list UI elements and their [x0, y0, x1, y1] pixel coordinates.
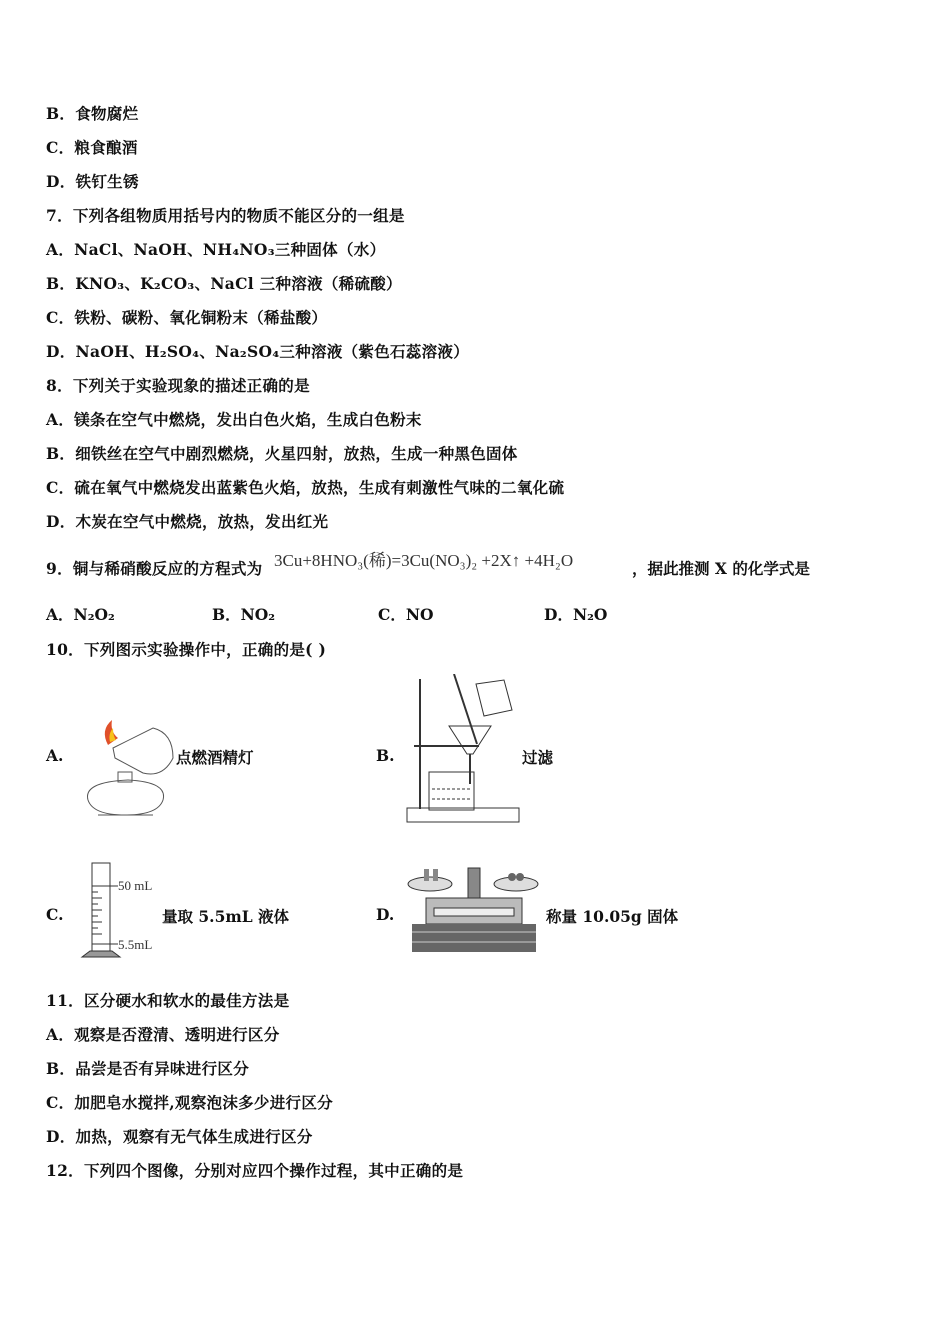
line-6c: C．粮食酿酒: [46, 138, 138, 157]
option-10d-letter: D.: [376, 905, 395, 924]
question-8: 8．下列关于实验现象的描述正确的是: [46, 376, 310, 395]
question-7: 7．下列各组物质用括号内的物质不能区分的一组是: [46, 206, 405, 225]
question-9-suffix: ，据此推测 X 的化学式是: [632, 559, 810, 578]
line-8a: A．镁条在空气中燃烧，发出白色火焰，生成白色粉末: [46, 410, 422, 429]
line-11d: D．加热，观察有无气体生成进行区分: [46, 1127, 313, 1146]
question-9-equation: 3Cu+8HNO₃(稀)=3Cu(NO₃)₂ +2X↑ +4H₂O: [274, 551, 574, 570]
line-11a: A．观察是否澄清、透明进行区分: [46, 1025, 280, 1044]
option-10a-label: 点燃酒精灯: [176, 748, 254, 767]
option-10c-label: 量取 5.5mL 液体: [162, 907, 290, 926]
option-9d: D．N₂O: [544, 605, 608, 624]
line-8b: B．细铁丝在空气中剧烈燃烧，火星四射，放热，生成一种黑色固体: [46, 444, 518, 463]
option-9b: B．NO₂: [212, 605, 276, 624]
question-12: 12．下列四个图像，分别对应四个操作过程，其中正确的是: [46, 1161, 464, 1180]
option-10b-label: 过滤: [522, 748, 554, 767]
line-6d: D．铁钉生锈: [46, 172, 139, 191]
line-7b: B．KNO₃、K₂CO₃、NaCl 三种溶液（稀硫酸）: [46, 274, 402, 293]
line-11c: C．加肥皂水搅拌,观察泡沫多少进行区分: [46, 1093, 333, 1112]
question-9-prefix: 9．铜与稀硝酸反应的方程式为: [46, 559, 263, 578]
line-8c: C．硫在氧气中燃烧发出蓝紫色火焰，放热，生成有刺激性气味的二氧化硫: [46, 478, 565, 497]
line-8d: D．木炭在空气中燃烧，放热，发出红光: [46, 512, 329, 531]
option-9c: C．NO: [378, 605, 434, 624]
cylinder-mark-5-5ml: 5.5mL: [118, 937, 153, 952]
line-7c: C．铁粉、碳粉、氧化铜粉末（稀盐酸）: [46, 308, 328, 327]
line-7a: A．NaCl、NaOH、NH₄NO₃三种固体（水）: [46, 240, 386, 259]
line-7d: D．NaOH、H₂SO₄、Na₂SO₄三种溶液（紫色石蕊溶液）: [46, 342, 470, 361]
option-10a-letter: A.: [46, 746, 64, 765]
question-11: 11．区分硬水和软水的最佳方法是: [46, 991, 290, 1010]
line-11b: B．品尝是否有异味进行区分: [46, 1059, 250, 1078]
filtration-image: [404, 674, 524, 826]
line-6b: B．食物腐烂: [46, 104, 139, 123]
cylinder-mark-50ml: 50 mL: [118, 878, 153, 893]
question-10: 10．下列图示实验操作中，正确的是( ): [46, 640, 327, 659]
option-9a: A．N₂O₂: [46, 605, 115, 624]
option-10c-letter: C.: [46, 905, 64, 924]
balance-scale-image: [404, 866, 544, 961]
alcohol-lamp-image: [78, 720, 178, 825]
option-10b-letter: B.: [376, 746, 395, 765]
option-10d-label: 称量 10.05g 固体: [546, 907, 679, 926]
